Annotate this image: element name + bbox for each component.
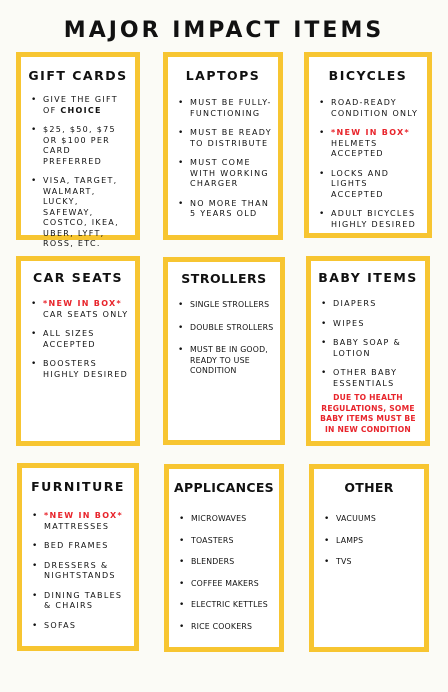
card-strollers (163, 257, 285, 445)
list-item: • MICROWAVES (169, 514, 273, 525)
item-list (21, 299, 129, 389)
card-title: BABY ITEMS (318, 270, 418, 285)
list-item: • BLENDERS (169, 557, 273, 568)
list-item: • VISA, TARGET, WALMART, LUCKY, SAFEWAY, COSTCO, IKEA, UBER, LYFT, ROSS, ETC. (21, 176, 129, 250)
list-item: • SOFAS (22, 621, 128, 632)
list-item: • DOUBLE STROLLERS (168, 323, 274, 334)
item-list (311, 299, 419, 398)
list-item: • $25, $50, $75 OR $100 PER CARD PREFERRED (21, 125, 129, 167)
list-item: • RICE COOKERS (169, 622, 273, 633)
list-item (21, 299, 129, 320)
list-item: • DINING TABLES & CHAIRS (22, 591, 128, 612)
card-title: LAPTOPS (185, 68, 261, 83)
card-title: GIFT CARDS (28, 68, 128, 83)
card-gift-cards (16, 52, 140, 248)
list-item: • TVS (314, 557, 418, 568)
list-item: • BABY SOAP & LOTION (311, 338, 419, 359)
card-title: APPLICANCES (174, 480, 274, 495)
list-item: • DIAPERS (311, 299, 419, 310)
new-in-box-label: *NEW IN BOX* (43, 299, 122, 308)
card-title: BICYCLES (328, 68, 408, 83)
card-other (309, 464, 429, 652)
card-baby-items (306, 256, 430, 446)
new-in-box-label: *NEW IN BOX* (44, 511, 123, 520)
list-item: • OTHER BABY ESSENTIALS (311, 368, 419, 389)
list-item: • LOCKS AND LIGHTS ACCEPTED (309, 169, 421, 201)
item-emphasis: CHOICE (60, 105, 102, 115)
card-title: FURNITURE (31, 479, 125, 494)
list-item: • ALL SIZES ACCEPTED (21, 329, 129, 350)
list-item: • MUST COME WITH WORKING CHARGER (168, 158, 272, 190)
card-title: OTHER (344, 480, 394, 495)
item-list (309, 98, 421, 239)
list-item: • SINGLE STROLLERS (168, 300, 274, 311)
card-car-seats (16, 256, 140, 446)
item-text: HELMETS ACCEPTED (331, 138, 384, 158)
list-item (309, 128, 421, 160)
card-appliances (164, 464, 284, 652)
list-item: • ADULT BICYCLES HIGHLY DESIRED (309, 209, 421, 230)
health-regulations-note: DUE TO HEALTH REGULATIONS, SOME BABY ITEMS MUST BE IN NEW CONDITION (320, 393, 416, 434)
card-title: STROLLERS (181, 271, 267, 286)
list-item (21, 95, 129, 116)
list-item: • BED FRAMES (22, 541, 128, 552)
item-list (169, 514, 273, 643)
list-item: • ROAD-READY CONDITION ONLY (309, 98, 421, 119)
item-list (22, 511, 128, 640)
list-item: • NO MORE THAN 5 YEARS OLD (168, 199, 272, 220)
list-item: • ELECTRIC KETTLES (169, 600, 273, 611)
list-item: • DRESSERS & NIGHTSTANDS (22, 561, 128, 582)
list-item: • BOOSTERS HIGHLY DESIRED (21, 359, 129, 380)
list-item: • MUST BE FULLY-FUNCTIONING (168, 98, 272, 119)
list-item: • TOASTERS (169, 536, 273, 547)
list-item: • WIPES (311, 319, 419, 330)
item-text: CAR SEATS ONLY (43, 309, 129, 319)
list-item: • MUST BE READY TO DISTRIBUTE (168, 128, 272, 149)
item-list (168, 300, 274, 386)
card-title: CAR SEATS (32, 270, 124, 285)
card-bicycles (304, 52, 432, 238)
card-furniture (17, 463, 139, 651)
item-list (168, 98, 272, 229)
item-list (21, 95, 129, 259)
item-text: MATTRESSES (44, 521, 110, 531)
list-item (22, 511, 128, 532)
page-title: MAJOR IMPACT ITEMS (63, 18, 385, 43)
list-item: • LAMPS (314, 536, 418, 547)
card-laptops (163, 52, 283, 240)
item-list (314, 514, 418, 579)
item-text: GIVE THE GIFT OF (43, 95, 118, 115)
new-in-box-label: *NEW IN BOX* (331, 128, 410, 137)
list-item: • VACUUMS (314, 514, 418, 525)
list-item: • COFFEE MAKERS (169, 579, 273, 590)
list-item: • MUST BE IN GOOD, READY TO USE CONDITION (168, 345, 274, 377)
